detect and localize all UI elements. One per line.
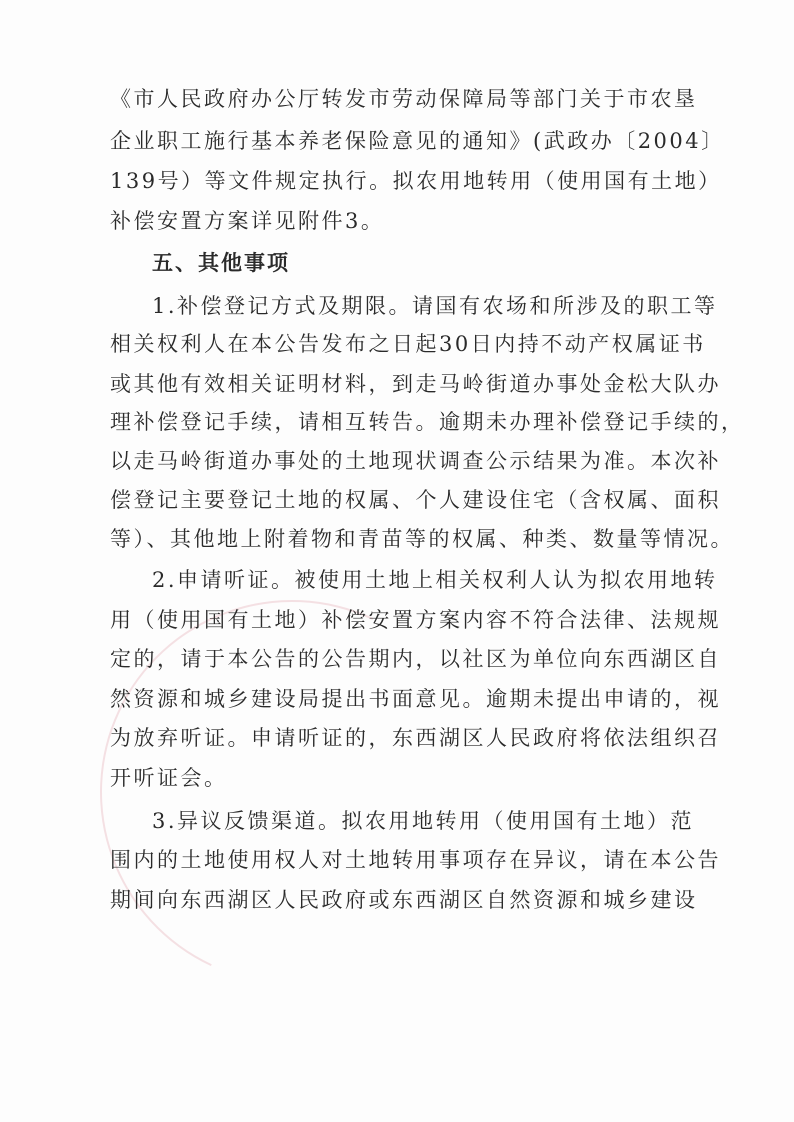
section-heading: 五、其他事项: [152, 251, 290, 275]
item1-line: 偿登记主要登记土地的权属、个人建设住宅（含权属、面积: [110, 488, 721, 512]
item3-line: 围内的土地使用权人对土地转用事项存在异议，请在本公告: [110, 848, 721, 872]
item2-line: 用（使用国有土地）补偿安置方案内容不符合法律、法规规: [110, 608, 721, 632]
item2-line: 开听证会。: [110, 766, 228, 790]
item3-line: 期间向东西湖区人民政府或东西湖区自然资源和城乡建设: [110, 888, 698, 912]
item1-line: 等）、其他地上附着物和青苗等的权属、种类、数量等情况。: [110, 527, 734, 551]
item1-line: 1.补偿登记方式及期限。请国有农场和所涉及的职工等: [152, 294, 718, 318]
text-line: 《市人民政府办公厅转发市劳动保障局等部门关于市农垦: [110, 87, 698, 111]
item2-line: 然资源和城乡建设局提出书面意见。逾期未提出申请的，视: [110, 687, 721, 711]
text-line: 139号）等文件规定执行。拟农用地转用（使用国有土地）: [110, 169, 722, 193]
item1-line: 以走马岭街道办事处的土地现状调查公示结果为准。本次补: [110, 449, 721, 473]
item1-line: 理补偿登记手续，请相互转告。逾期未办理补偿登记手续的，: [110, 410, 745, 434]
item2-line: 2.申请听证。被使用土地上相关权利人认为拟农用地转: [152, 568, 718, 592]
item3-line: 3.异议反馈渠道。拟农用地转用（使用国有土地）范: [152, 809, 695, 833]
item1-line: 或其他有效相关证明材料，到走马岭街道办事处金松大队办: [110, 372, 721, 396]
item2-line: 定的，请于本公告的公告期内，以社区为单位向东西湖区自: [110, 647, 721, 671]
item2-line: 为放弃听证。申请听证的，东西湖区人民政府将依法组织召: [110, 726, 721, 750]
item1-line: 相关权利人在本公告发布之日起30日内持不动产权属证书: [110, 332, 706, 356]
text-line: 补偿安置方案详见附件3。: [110, 209, 385, 233]
text-line: 企业职工施行基本养老保险意见的通知》(武政办〔2004〕: [110, 129, 725, 153]
